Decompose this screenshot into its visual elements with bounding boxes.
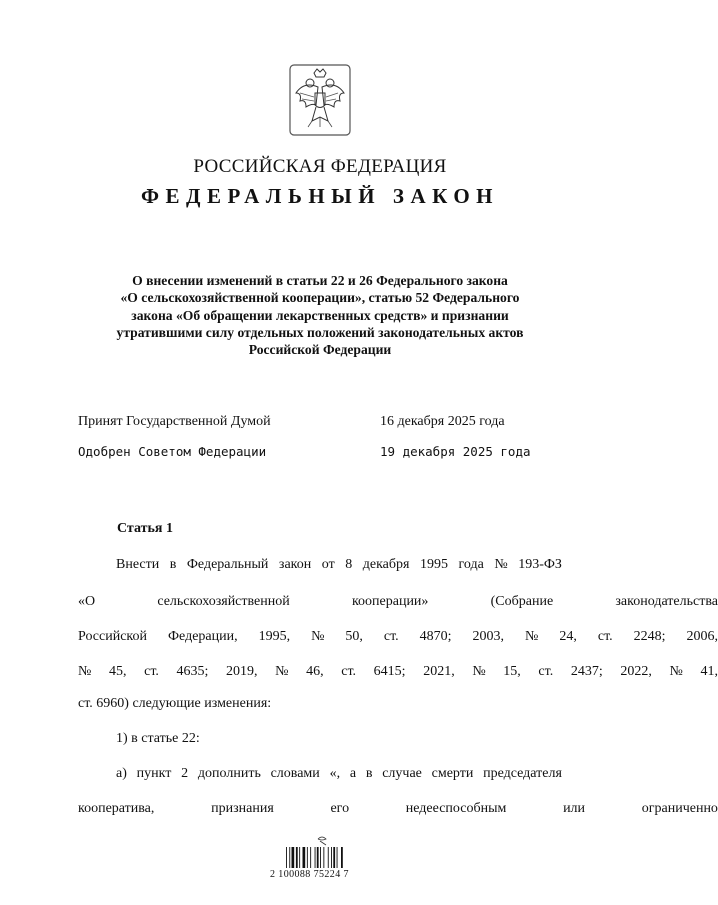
word: ст.: [383, 629, 399, 644]
word: 45,: [108, 664, 127, 679]
country-heading: РОССИЙСКАЯ ФЕДЕРАЦИЯ: [193, 156, 447, 177]
word: недееспособным: [405, 801, 507, 816]
law-title: [70, 272, 570, 358]
article-line: [116, 557, 562, 573]
barcode-bar: [328, 847, 329, 868]
word: №: [275, 664, 289, 679]
word: 2021,: [423, 664, 455, 679]
word: 1995,: [258, 629, 291, 644]
article-line: [116, 766, 562, 782]
word: Федерации,: [167, 629, 238, 644]
word: председателя: [483, 766, 562, 781]
word: 15,: [503, 664, 521, 679]
word: ст.: [597, 629, 613, 644]
barcode-bar: [331, 847, 332, 868]
word: смерти: [431, 766, 474, 781]
word: ст.: [144, 664, 159, 679]
barcode-bar: [303, 847, 306, 868]
word: 2006,: [686, 629, 718, 644]
word: в: [169, 557, 177, 572]
title-line: Российской Федерации: [248, 342, 392, 358]
word: 2003,: [472, 629, 505, 644]
article-line: [78, 594, 718, 610]
word: или: [563, 801, 586, 816]
barcode-bar: [307, 847, 308, 868]
word: 4870;: [419, 629, 452, 644]
word: ст.: [341, 664, 357, 679]
word: а: [349, 766, 357, 781]
title-line: «О сельскохозяйственной кооперации», статью 52 Федерального: [120, 290, 520, 306]
word: его: [330, 801, 350, 816]
word: закон: [278, 557, 312, 572]
word: №: [669, 664, 683, 679]
article-line: [78, 801, 718, 817]
barcode-bar: [289, 847, 290, 868]
word: 2022,: [620, 664, 652, 679]
word: №: [78, 664, 92, 679]
word: ограниченно: [641, 801, 718, 816]
duma-adoption-label: Принят Государственной Думой: [78, 414, 271, 429]
barcode-bar: [292, 847, 295, 868]
duma-adoption-date: 16 декабря 2025 года: [380, 414, 505, 429]
word: (Собрание: [490, 594, 554, 609]
word: 2437;: [570, 664, 603, 679]
council-approval-label: Одобрен Советом Федерации: [78, 444, 267, 459]
coat-of-arms-emblem: [288, 63, 352, 137]
word: 193-ФЗ: [518, 557, 562, 572]
word: №: [472, 664, 486, 679]
word: а): [116, 766, 127, 781]
word: 41,: [700, 664, 718, 679]
title-line: утратившими силу отдельных положений законодательных актов: [116, 324, 524, 340]
article-line: ст. 6960) следующие изменения:: [78, 696, 272, 711]
word: ст.: [538, 664, 554, 679]
word: кооператива,: [78, 801, 155, 816]
article-line: [78, 629, 718, 645]
word: словами: [270, 766, 320, 781]
word: в: [365, 766, 373, 781]
article-heading: Статья 1: [117, 521, 173, 536]
word: 2248;: [633, 629, 666, 644]
word: 8: [345, 557, 353, 572]
document-type-heading: ФЕДЕРАЛЬНЫЙ ЗАКОН: [141, 184, 499, 208]
barcode-bar: [320, 847, 321, 868]
word: пункт: [136, 766, 172, 781]
barcode-bar: [323, 847, 324, 868]
word: сельскохозяйственной: [157, 594, 290, 609]
word: 2019,: [226, 664, 258, 679]
word: дополнить: [197, 766, 261, 781]
barcode-bar: [299, 847, 300, 868]
word: Федеральный: [186, 557, 269, 572]
word: Российской: [78, 629, 147, 644]
barcode-bar: [337, 847, 338, 868]
word: 24,: [559, 629, 577, 644]
word: «О: [78, 594, 96, 609]
word: №: [311, 629, 325, 644]
word: №: [494, 557, 508, 572]
word: 1995: [419, 557, 448, 572]
barcode-bar: [310, 847, 311, 868]
barcode-bar: [286, 847, 287, 868]
word: 6415;: [373, 664, 406, 679]
word: «,: [329, 766, 341, 781]
barcode-bar: [317, 847, 319, 868]
council-approval-date: 19 декабря 2025 года: [380, 444, 531, 459]
barcode-number: 2 100088 75224 7: [270, 869, 349, 880]
barcode-bar: [296, 847, 298, 868]
word: №: [525, 629, 539, 644]
title-line: закона «Об обращении лекарственных средств» и признании: [131, 307, 509, 323]
word: Внести: [116, 557, 160, 572]
word: от: [321, 557, 335, 572]
barcode-bar: [333, 847, 335, 868]
word: признания: [211, 801, 274, 816]
word: 50,: [345, 629, 363, 644]
word: законодательства: [615, 594, 718, 609]
word: года: [458, 557, 484, 572]
word: кооперации»: [351, 594, 429, 609]
article-line: 1) в статье 22:: [116, 731, 200, 746]
word: 2: [181, 766, 189, 781]
barcode-bar: [341, 847, 343, 868]
barcode-bar: [315, 847, 316, 868]
article-line: [78, 664, 718, 680]
word: случае: [382, 766, 422, 781]
word: декабря: [362, 557, 410, 572]
word: 46,: [306, 664, 324, 679]
title-line: О внесении изменений в статьи 22 и 26 Федерального закона: [132, 273, 508, 288]
word: 4635;: [176, 664, 209, 679]
